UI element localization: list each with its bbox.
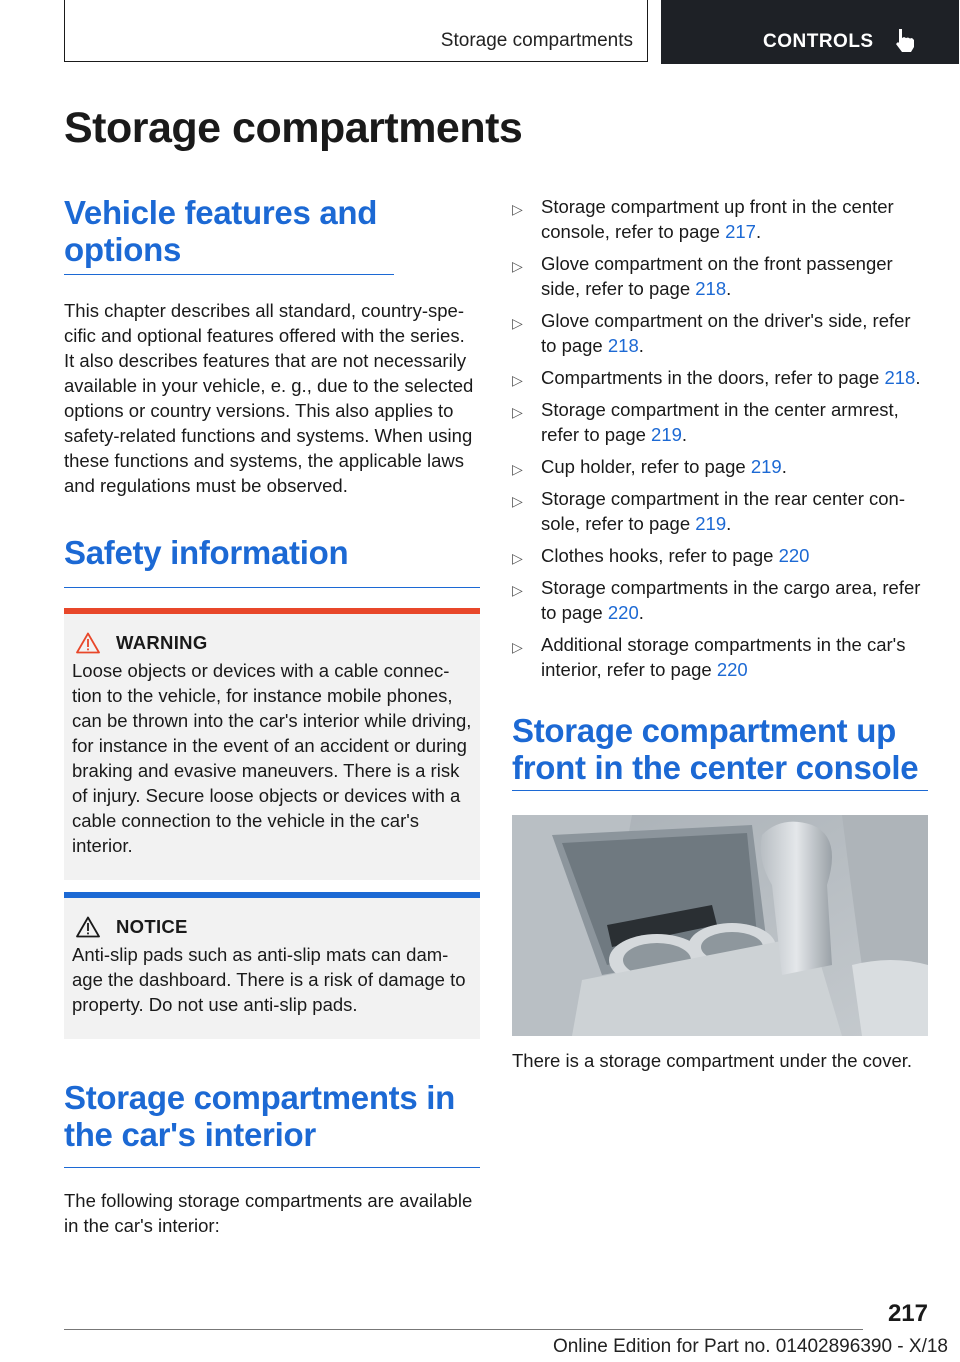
interior-text: The following storage compartments are available in the car's interior: — [64, 1190, 473, 1236]
bullet-triangle-icon: ▷ — [512, 550, 523, 566]
right-column — [512, 194, 928, 1073]
page-link[interactable]: 219 — [651, 424, 682, 445]
chapter-name: CONTROLS — [763, 31, 874, 52]
page-link[interactable]: 218 — [695, 278, 727, 299]
notice-header — [76, 916, 472, 938]
footer-divider — [64, 1329, 863, 1330]
warning-title: WARNING — [116, 632, 208, 653]
console-text: There is a storage compartment under the cover. — [512, 1050, 913, 1071]
chapter-tab — [661, 0, 959, 64]
bullet-triangle-icon: ▷ — [512, 315, 523, 331]
bullet-triangle-icon: ▷ — [512, 639, 523, 655]
page-link[interactable]: 218 — [884, 367, 916, 388]
page-number: 217 — [887, 1300, 928, 1327]
section-name: Storage compartments — [440, 30, 633, 51]
bullet-triangle-icon: ▷ — [512, 201, 523, 217]
section-tab — [64, 0, 648, 62]
edition-text: Online Edition for Part no. 01402896390 - X/18 — [552, 1336, 948, 1357]
notice-title: NOTICE — [116, 916, 188, 937]
notice-box — [64, 892, 480, 1039]
features-text: This chapter describes all standard, country-specific and optional features offered with the series. It also describes features that are not necessarily available in your vehicle, e. g., due to the selected options or country versions. This also applies to safety-related functions and systems. When using these functions and systems, the applicable laws and regulations must be observed. — [64, 300, 474, 496]
list-item: ▷ Glove compartment on the driver's side, refer to page 218. — [512, 310, 911, 356]
warning-text: Loose objects or devices with a cable connection to the vehicle, for instance mobile phones, can be thrown into the car's interior while driving, for instance in the event of an accident or during braking and evasive maneuvers. There is a risk of injury. Secure loose objects or devices with a cable connection to the vehicle in the car's interior. — [72, 660, 472, 856]
left-column — [64, 194, 480, 1238]
warning-box — [64, 608, 480, 880]
features-heading: Vehicle features and options — [64, 194, 394, 275]
bullet-triangle-icon: ▷ — [512, 404, 523, 420]
page-link[interactable]: 217 — [725, 221, 756, 242]
page-link[interactable]: 218 — [607, 335, 639, 356]
page-link[interactable]: 219 — [750, 456, 782, 477]
console-heading: Storage compartment up front in the center console — [512, 712, 928, 791]
list-item: ▷ Additional storage compartments in the car's interior, refer to page 220 — [512, 634, 906, 680]
page-link[interactable]: 220 — [607, 602, 639, 623]
bullet-triangle-icon: ▷ — [512, 493, 523, 509]
notice-triangle-icon — [76, 916, 100, 938]
warning-header — [76, 632, 472, 654]
page-link[interactable]: 220 — [778, 545, 810, 566]
page-link[interactable]: 219 — [695, 513, 727, 534]
list-item: ▷ Cup holder, refer to page 219. — [512, 454, 928, 479]
compartment-list — [512, 194, 928, 682]
warning-triangle-icon — [76, 632, 100, 654]
bullet-triangle-icon: ▷ — [512, 461, 523, 477]
list-item: ▷ Storage compartments in the cargo area, refer to page 220. — [512, 577, 921, 623]
center-console-photo — [512, 815, 928, 1036]
bullet-triangle-icon: ▷ — [512, 372, 523, 388]
list-item: ▷ Storage compartment in the rear center console, refer to page 219. — [512, 488, 906, 534]
page-link[interactable]: 220 — [716, 659, 748, 680]
bullet-triangle-icon: ▷ — [512, 582, 523, 598]
interior-heading: Storage compartments in the car's interior — [64, 1079, 480, 1168]
list-item: ▷ Storage compartment up front in the center console, refer to page 217. — [512, 196, 894, 242]
page-header — [64, 0, 959, 64]
notice-text: Anti-slip pads such as anti-slip mats can damage the dashboard. There is a risk of damage to property. Do not use anti-slip pads. — [72, 944, 466, 1015]
list-item: ▷ Compartments in the doors, refer to page 218. — [512, 365, 928, 390]
safety-heading: Safety information — [64, 534, 480, 588]
pointing-hand-icon — [893, 27, 917, 53]
list-item: ▷ Glove compartment on the front passenger side, refer to page 218. — [512, 253, 893, 299]
page-title: Storage compartments — [64, 104, 523, 152]
list-item: ▷ Clothes hooks, refer to page 220 — [512, 543, 928, 568]
bullet-triangle-icon: ▷ — [512, 258, 523, 274]
list-item: ▷ Storage compartment in the center armrest, refer to page 219. — [512, 399, 899, 445]
